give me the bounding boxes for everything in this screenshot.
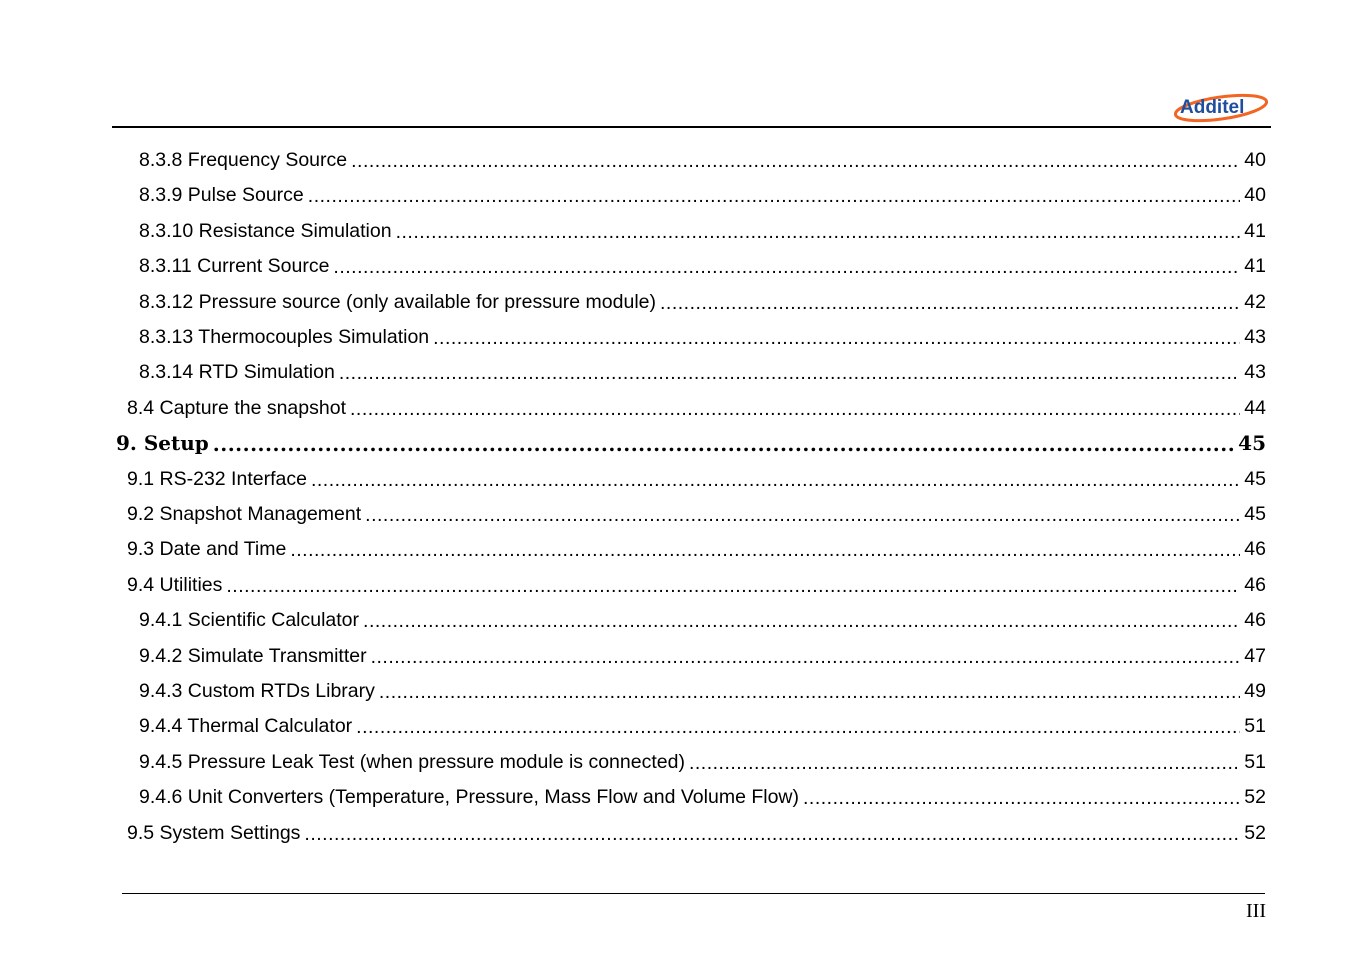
toc-entry-title: 9.3 Date and Time — [127, 538, 287, 560]
additel-logo — [1172, 88, 1270, 126]
toc-entry[interactable] — [139, 320, 1266, 355]
toc-entry[interactable] — [127, 497, 1266, 532]
toc-entry-title: 9.4 Utilities — [127, 574, 223, 596]
toc-entry[interactable] — [127, 568, 1266, 603]
toc-entry-page: 52 — [1244, 822, 1266, 844]
page-number: III — [1246, 900, 1266, 922]
toc-entry-title: 9.4.4 Thermal Calculator — [139, 715, 353, 737]
toc-entry-page: 51 — [1244, 715, 1266, 737]
toc-dot-leader — [371, 639, 1241, 674]
toc-entry-title: 8.3.8 Frequency Source — [139, 149, 348, 171]
toc-dot-leader — [311, 462, 1240, 497]
header-rule — [112, 126, 1271, 128]
toc-entry[interactable] — [127, 462, 1266, 497]
toc-entry[interactable] — [139, 780, 1266, 815]
toc-entry[interactable] — [139, 355, 1266, 390]
toc-entry[interactable] — [139, 178, 1266, 213]
toc-entry-page: 44 — [1244, 397, 1266, 419]
toc-entry[interactable] — [139, 603, 1266, 638]
toc-dot-leader — [433, 320, 1240, 355]
toc-entry-page: 51 — [1244, 751, 1266, 773]
toc-dot-leader — [290, 532, 1240, 567]
toc-entry-title: 9.4.5 Pressure Leak Test (when pressure module is connected) — [139, 751, 685, 773]
toc-entry-title: 8.3.11 Current Source — [139, 255, 330, 277]
toc-entry[interactable] — [116, 426, 1266, 461]
toc-entry[interactable] — [139, 285, 1266, 320]
toc-entry-page: 46 — [1244, 609, 1266, 631]
toc-entry[interactable] — [127, 391, 1266, 426]
toc-entry-title: 9.4.6 Unit Converters (Temperature, Pressure, Mass Flow and Volume Flow) — [139, 786, 800, 808]
toc-entry-page: 52 — [1244, 786, 1266, 808]
toc-entry-page: 45 — [1244, 468, 1266, 490]
toc-entry[interactable] — [139, 249, 1266, 284]
toc-entry-page: 41 — [1244, 255, 1266, 277]
toc-entry-title: 8.4 Capture the snapshot — [127, 397, 346, 419]
toc-entry-page: 41 — [1244, 220, 1266, 242]
toc-entry-page: 40 — [1244, 184, 1266, 206]
toc-entry-title: 8.3.14 RTD Simulation — [139, 361, 335, 383]
toc-entry-title: 8.3.12 Pressure source (only available for pressure module) — [139, 291, 657, 313]
toc-entry-title: 9.4.2 Simulate Transmitter — [139, 645, 367, 667]
toc-dot-leader — [803, 780, 1240, 815]
toc-dot-leader — [365, 497, 1240, 532]
toc-entry-page: 42 — [1244, 291, 1266, 313]
toc-entry[interactable] — [139, 674, 1266, 709]
toc-entry[interactable] — [139, 639, 1266, 674]
toc-entry-title: 9.2 Snapshot Management — [127, 503, 362, 525]
toc-dot-leader — [333, 249, 1240, 284]
toc-entry[interactable] — [139, 143, 1266, 178]
toc-dot-leader — [356, 709, 1240, 744]
toc-entry[interactable] — [127, 532, 1266, 567]
toc-entry[interactable] — [139, 745, 1266, 780]
toc-entry-title: 9.5 System Settings — [127, 822, 301, 844]
toc-dot-leader — [304, 816, 1240, 851]
toc-entry-page: 45 — [1244, 503, 1266, 525]
toc-entry-page: 43 — [1244, 361, 1266, 383]
toc-dot-leader — [689, 745, 1240, 780]
toc-dot-leader — [339, 355, 1240, 390]
toc-dot-leader — [351, 143, 1240, 178]
toc-entry-page: 49 — [1244, 680, 1266, 702]
toc-entry-title: 8.3.13 Thermocouples Simulation — [139, 326, 430, 348]
toc-entry-title: 9.1 RS-232 Interface — [127, 468, 307, 490]
toc-entry-title: 9.4.1 Scientific Calculator — [139, 609, 360, 631]
toc-dot-leader — [308, 178, 1241, 213]
toc-dot-leader — [363, 603, 1240, 638]
toc-entry-title: 9. Setup — [116, 431, 209, 455]
toc-dot-leader — [213, 426, 1234, 461]
toc-entry-page: 46 — [1244, 574, 1266, 596]
toc-entry-page: 46 — [1244, 538, 1266, 560]
toc-entry-title: 8.3.10 Resistance Simulation — [139, 220, 392, 242]
logo-text: Additel — [1180, 97, 1245, 118]
toc-entry[interactable] — [139, 709, 1266, 744]
toc-entry-title: 8.3.9 Pulse Source — [139, 184, 304, 206]
toc-entry-page: 43 — [1244, 326, 1266, 348]
toc-dot-leader — [350, 391, 1240, 426]
toc-entry[interactable] — [127, 816, 1266, 851]
toc-entry-title: 9.4.3 Custom RTDs Library — [139, 680, 375, 702]
footer-rule — [122, 893, 1265, 894]
toc-dot-leader — [226, 568, 1240, 603]
toc-dot-leader — [379, 674, 1240, 709]
toc-entry-page: 40 — [1244, 149, 1266, 171]
toc-dot-leader — [396, 214, 1241, 249]
toc-entry-page: 45 — [1238, 431, 1266, 455]
toc-entry-page: 47 — [1244, 645, 1266, 667]
toc-dot-leader — [660, 285, 1240, 320]
toc-entry[interactable] — [139, 214, 1266, 249]
